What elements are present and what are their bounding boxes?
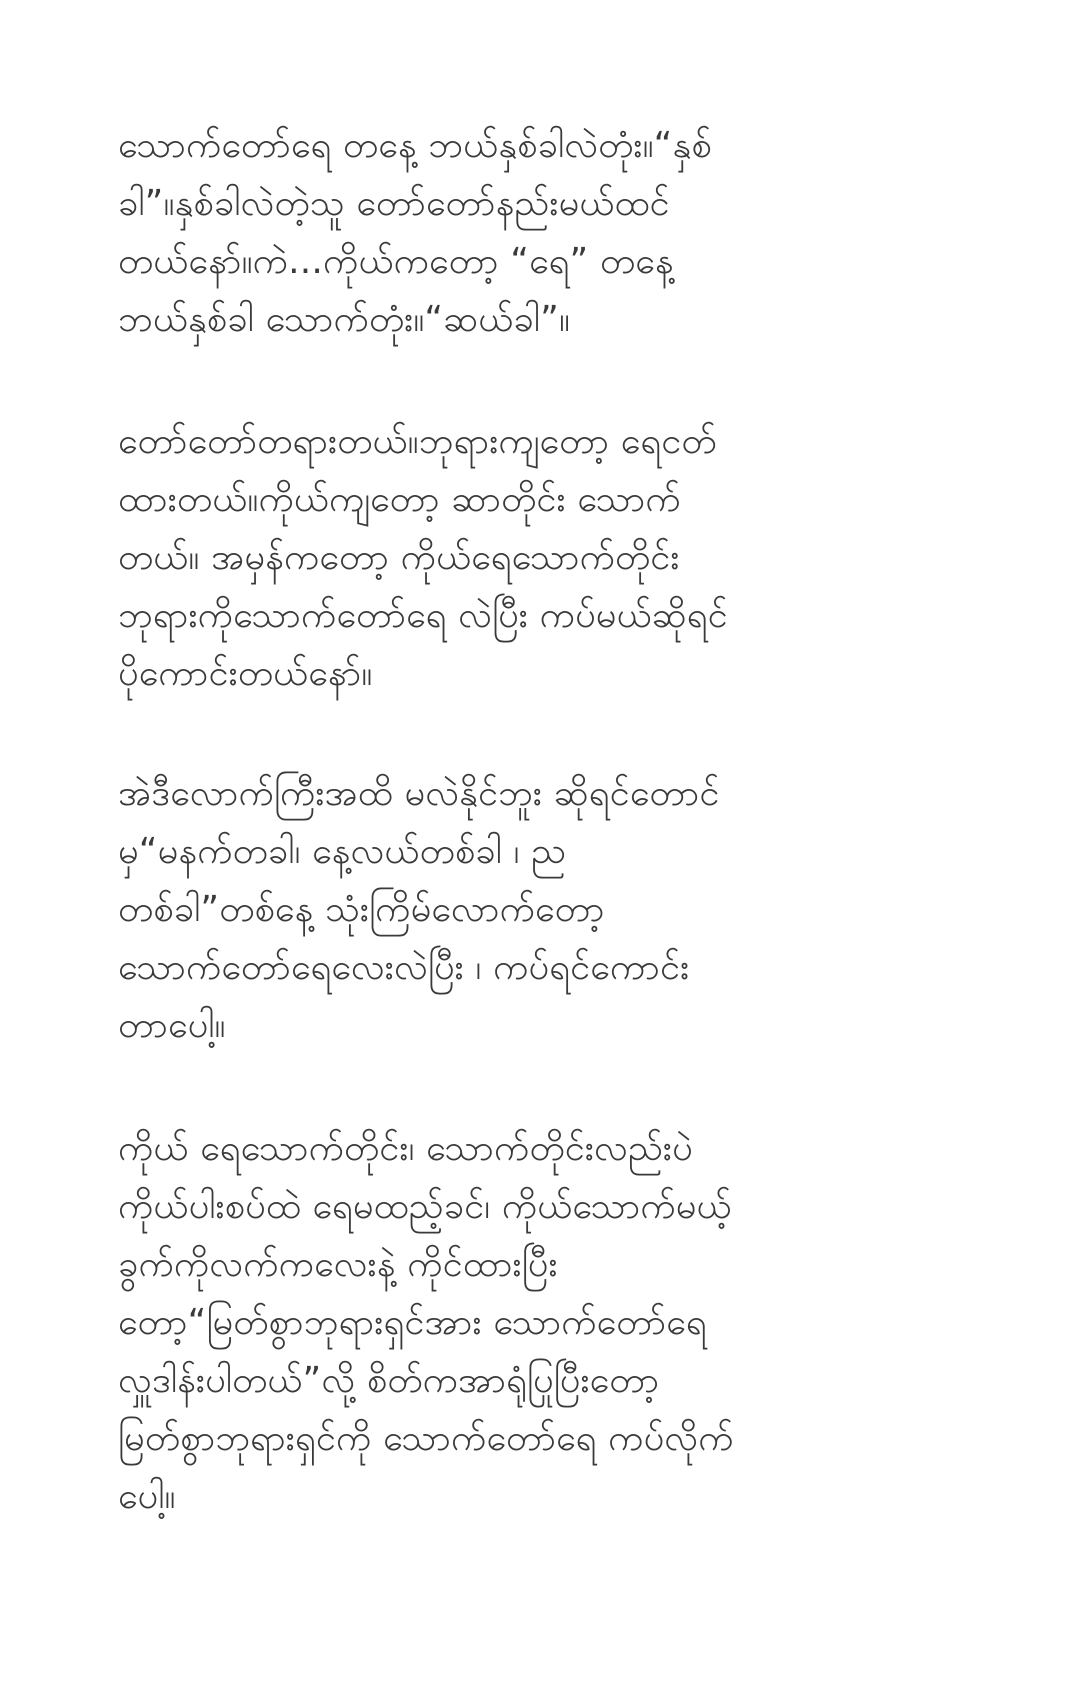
- text-line: တာပေါ့။: [118, 1005, 226, 1046]
- text-line: တော့“မြတ်စွာဘုရားရှင်အား သောက်တော်ရေ: [118, 1302, 707, 1343]
- text-line: မြတ်စွာဘုရားရှင်ကို သောက်တော်ရေ ကပ်လိုက်: [118, 1418, 734, 1459]
- text-line: မှ“မနက်တခါ၊ နေ့လယ်တစ်ခါ ၊ ည: [118, 831, 567, 872]
- text-line: အဲဒီလောက်ကြီးအထိ မလဲနိုင်ဘူး ဆိုရင်တောင်: [118, 773, 720, 814]
- paragraph-4: [118, 1120, 938, 1526]
- paragraph-3: [118, 765, 938, 1055]
- text-line: ကိုယ် ရေသောက်တိုင်း၊ သောက်တိုင်းလည်းပဲ: [118, 1128, 693, 1169]
- text-line: သောက်တော်ရေ တနေ့ ဘယ်နှစ်ခါလဲတုံး။“နှစ်: [118, 125, 712, 166]
- text-line: ဘုရားကိုသောက်တော်ရေ လဲပြီး ကပ်မယ်ဆိုရင်: [118, 595, 728, 636]
- text-line: ဘယ်နှစ်ခါ သောက်တုံး။“ဆယ်ခါ”။: [118, 299, 571, 340]
- text-line: ကိုယ်ပါးစပ်ထဲ ရေမထည့်ခင်၊ ကိုယ်သောက်မယ့်: [118, 1186, 732, 1227]
- paragraph-1: [118, 117, 938, 349]
- text-line: တော်တော်တရားတယ်။ဘုရားကျတော့ ရေငတ်: [118, 421, 717, 462]
- paragraph-2: [118, 413, 938, 703]
- text-line: ထားတယ်။ကိုယ်ကျတော့ ဆာတိုင်း သောက်: [118, 479, 681, 520]
- text-line: တယ်။ အမှန်ကတော့ ကိုယ်ရေသောက်တိုင်း: [118, 537, 680, 578]
- text-line: ပိုကောင်းတယ်နော်။: [118, 653, 373, 694]
- text-line: လှူဒါန်းပါတယ်”လို့ စိတ်ကအာရုံပြုပြီးတော့: [118, 1360, 660, 1401]
- text-line: ခါ”။နှစ်ခါလဲတဲ့သူ တော်တော်နည်းမယ်ထင်: [118, 183, 670, 224]
- text-line: တယ်နော်။ကဲ...ကိုယ်ကတော့ “ရေ” တနေ့: [118, 241, 674, 282]
- text-line: သောက်တော်ရေလေးလဲပြီး ၊ ကပ်ရင်ကောင်း: [118, 947, 690, 988]
- text-line: ခွက်ကိုလက်ကလေးနဲ့ ကိုင်ထားပြီး: [118, 1244, 558, 1285]
- text-line: တစ်ခါ”တစ်နေ့ သုံးကြိမ်လောက်တော့: [118, 889, 605, 930]
- text-line: ပေါ့။: [118, 1476, 176, 1517]
